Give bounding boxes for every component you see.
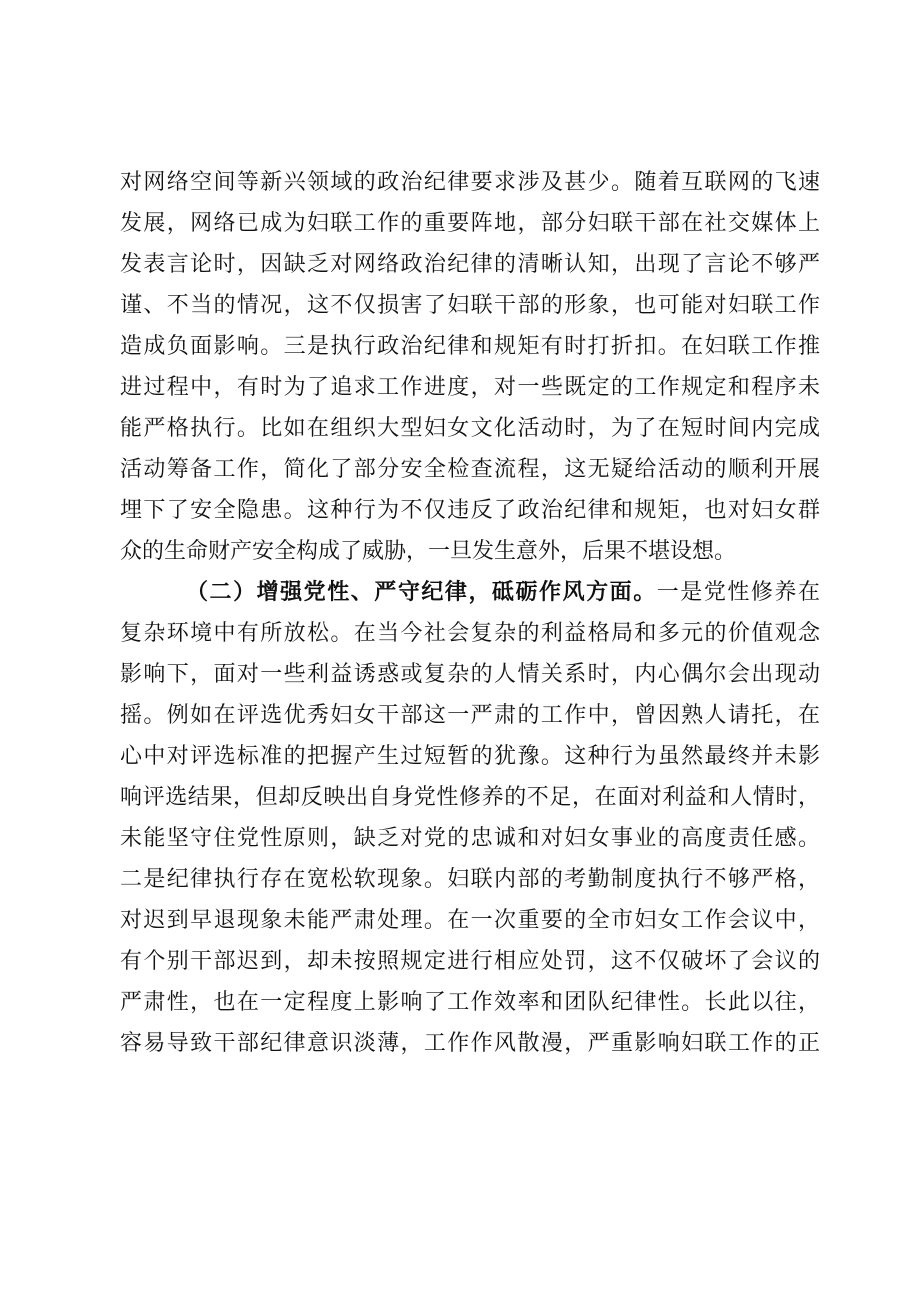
text-line: 响评选结果，但却反映出自身党性修养的不足，在面对利益和人情时， [120, 785, 820, 810]
document-body [120, 162, 820, 1064]
section-heading: （二）增强党性、严守纪律，砥砺作风方面。 [186, 580, 657, 605]
text-line: 有个别干部迟到，却未按照规定进行相应处罚，这不仅破坏了会议的 [120, 949, 820, 974]
text-line: 二是纪律执行存在宽松软现象。妇联内部的考勤制度执行不够严格， [120, 867, 820, 892]
text-line: 众的生命财产安全构成了威胁，一旦发生意外，后果不堪设想。 [120, 539, 737, 564]
text-line: 进过程中，有时为了追求工作进度，对一些既定的工作规定和程序未 [120, 375, 820, 400]
text-line: 对迟到早退现象未能严肃处理。在一次重要的全市妇女工作会议中， [120, 908, 820, 933]
paragraph-1 [120, 162, 820, 572]
text-run: 一是党性修养在 [656, 580, 820, 605]
paragraph-2 [120, 572, 820, 1064]
text-line: 活动筹备工作，简化了部分安全检查流程，这无疑给活动的顺利开展 [120, 457, 820, 482]
text-line: 发表言论时，因缺乏对网络政治纪律的清晰认知，出现了言论不够严 [120, 252, 820, 277]
text-line: 影响下，面对一些利益诱惑或复杂的人情关系时，内心偶尔会出现动 [120, 662, 820, 687]
text-line: 对网络空间等新兴领域的政治纪律要求涉及甚少。随着互联网的飞速 [120, 170, 820, 195]
text-line: 未能坚守住党性原则，缺乏对党的忠诚和对妇女事业的高度责任感。 [120, 826, 820, 851]
text-line: 发展，网络已成为妇联工作的重要阵地，部分妇联干部在社交媒体上 [120, 211, 820, 236]
text-line: 埋下了安全隐患。这种行为不仅违反了政治纪律和规矩，也对妇女群 [120, 498, 820, 523]
text-line: 容易导致干部纪律意识淡薄，工作作风散漫，严重影响妇联工作的正 [120, 1031, 820, 1056]
text-line: 能严格执行。比如在组织大型妇女文化活动时，为了在短时间内完成 [120, 416, 820, 441]
paragraph-2-first-line [120, 572, 820, 613]
text-line: 谨、不当的情况，这不仅损害了妇联干部的形象，也可能对妇联工作 [120, 293, 820, 318]
text-line: 摇。例如在评选优秀妇女干部这一严肃的工作中，曾因熟人请托，在 [120, 703, 820, 728]
text-line: 严肃性，也在一定程度上影响了工作效率和团队纪律性。长此以往， [120, 990, 820, 1015]
text-line: 心中对评选标准的把握产生过短暂的犹豫。这种行为虽然最终并未影 [120, 744, 820, 769]
text-line: 复杂环境中有所放松。在当今社会复杂的利益格局和多元的价值观念 [120, 621, 820, 646]
text-line: 造成负面影响。三是执行政治纪律和规矩有时打折扣。在妇联工作推 [120, 334, 820, 359]
